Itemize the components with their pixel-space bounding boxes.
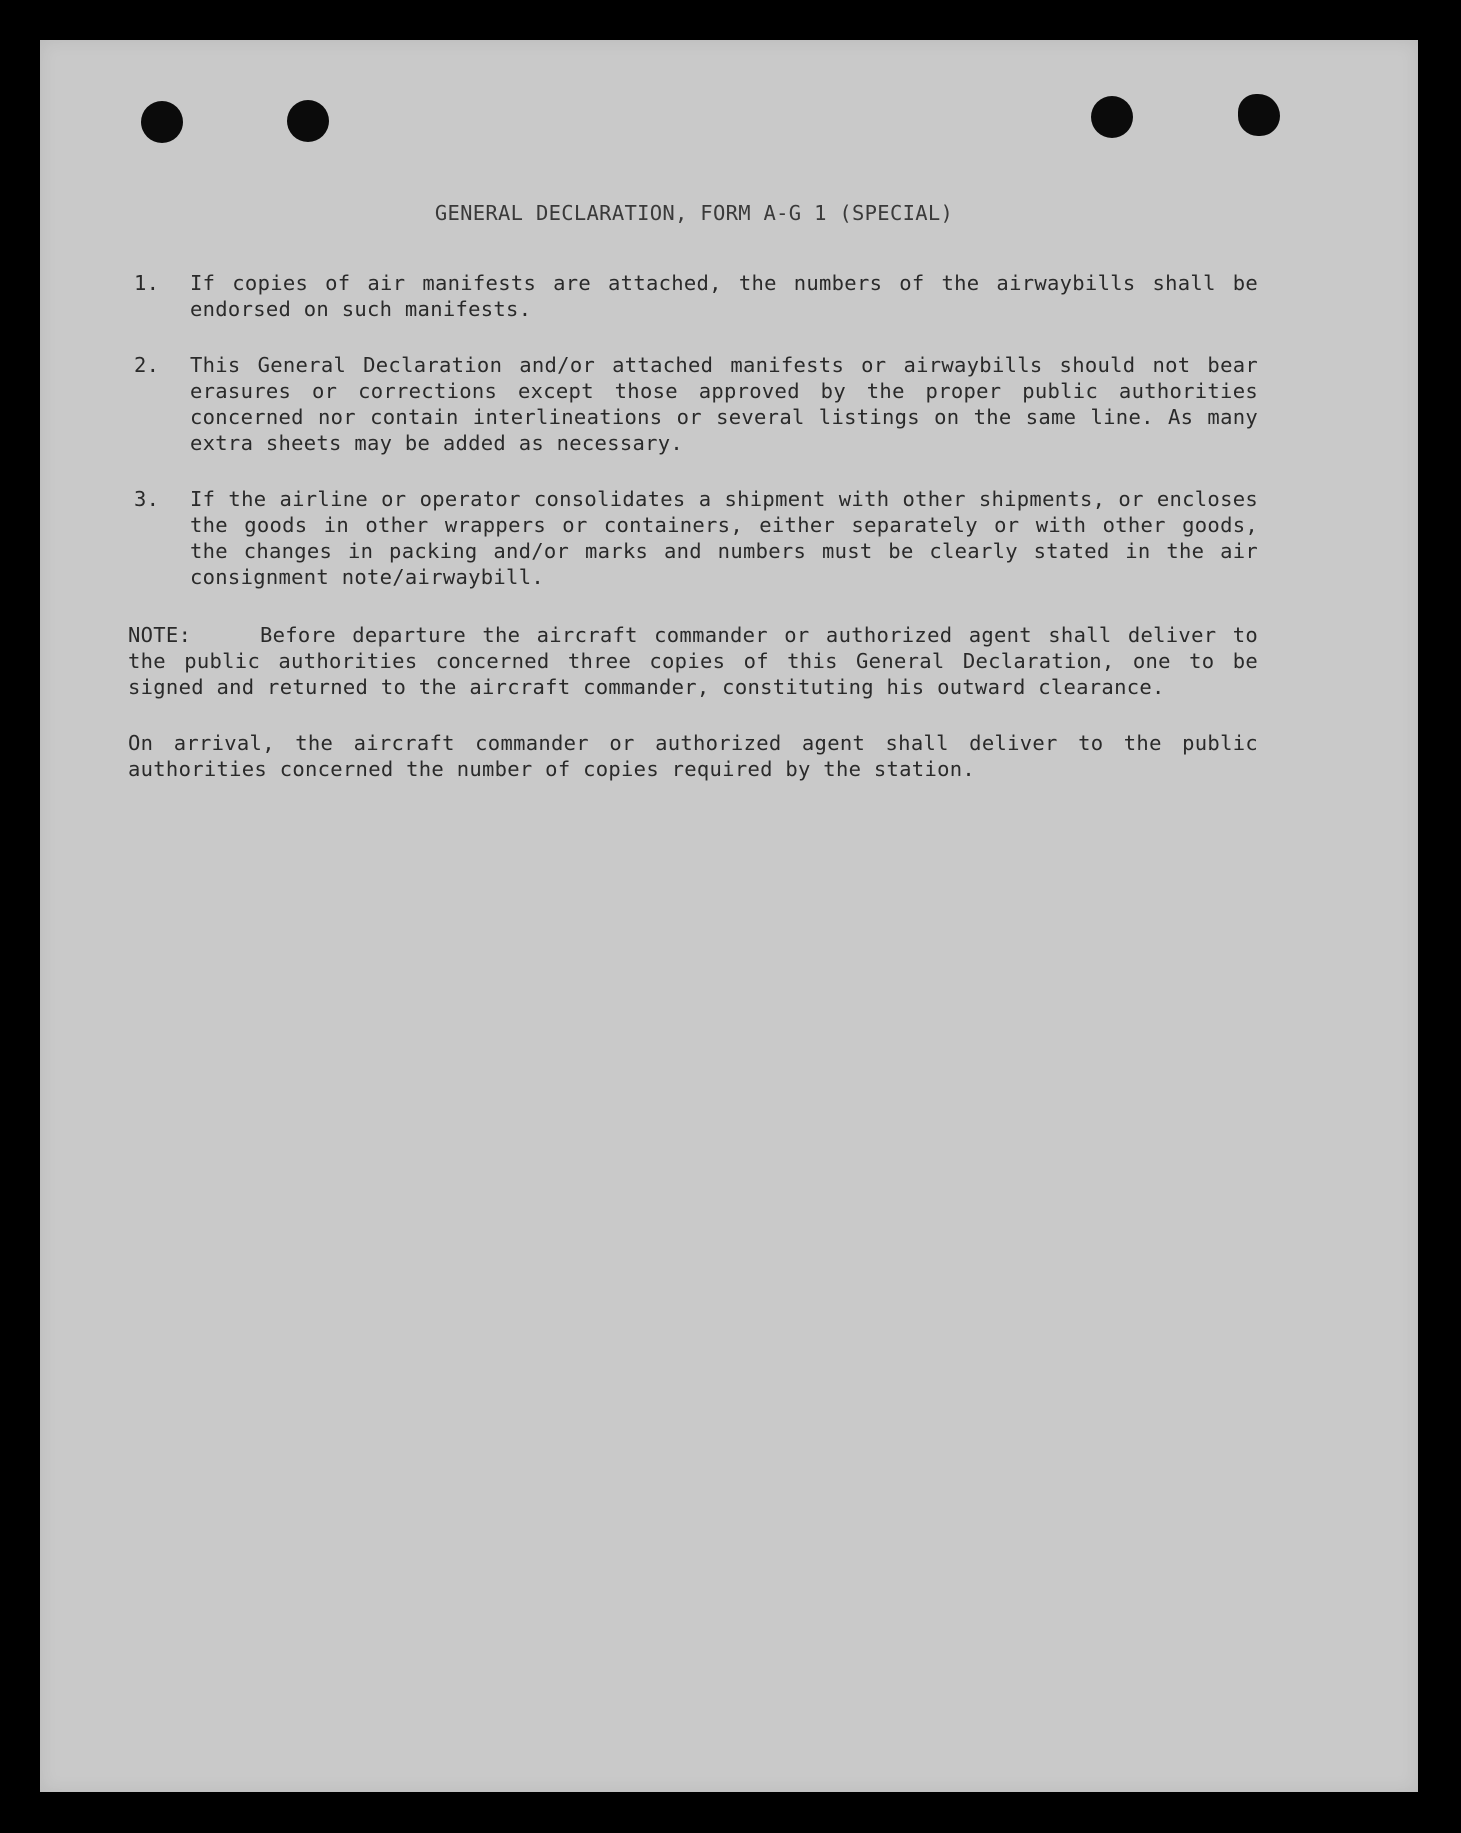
punch-hole [287,100,329,142]
punch-hole [1091,96,1133,138]
list-item [128,352,1258,456]
arrival-paragraph: On arrival, the aircraft commander or authorized agent shall deliver to the public authorities concerned the number of copies required by the station. [128,731,1258,781]
item-text: If copies of air manifests are attached, the numbers of the airwaybills shall be endorsed on such manifests. [190,271,1258,321]
note-label: NOTE: [128,623,192,647]
note-text: Before departure the aircraft commander or authorized agent shall deliver to the public authorities concerned three copies of this General Declaration, one to be signed and returned to the aircraft commander, constituting his outward clearance. [128,623,1258,699]
list-item [128,270,1258,322]
item-text: This General Declaration and/or attached manifests or airwaybills should not bear erasures or corrections except those approved by the proper public authorities concerned nor contain interlineations or several listings on the same line. As many extra sheets may be added as necessary. [190,353,1258,455]
list-item [128,486,1258,590]
document-title: GENERAL DECLARATION, FORM A-G 1 (SPECIAL) [434,201,954,225]
punch-hole [1238,94,1280,136]
document-body [128,200,1258,782]
punch-hole [141,101,183,143]
item-number: 3. [134,487,160,511]
note-paragraph [128,622,1258,700]
item-number: 2. [134,353,160,377]
item-number: 1. [134,271,160,295]
item-text: If the airline or operator consolidates a shipment with other shipments, or encloses the goods in other wrappers or containers, either separately or with other goods, the changes in packing and/or marks and numbers must be clearly stated in the air consignment note/airwaybill. [190,487,1258,589]
